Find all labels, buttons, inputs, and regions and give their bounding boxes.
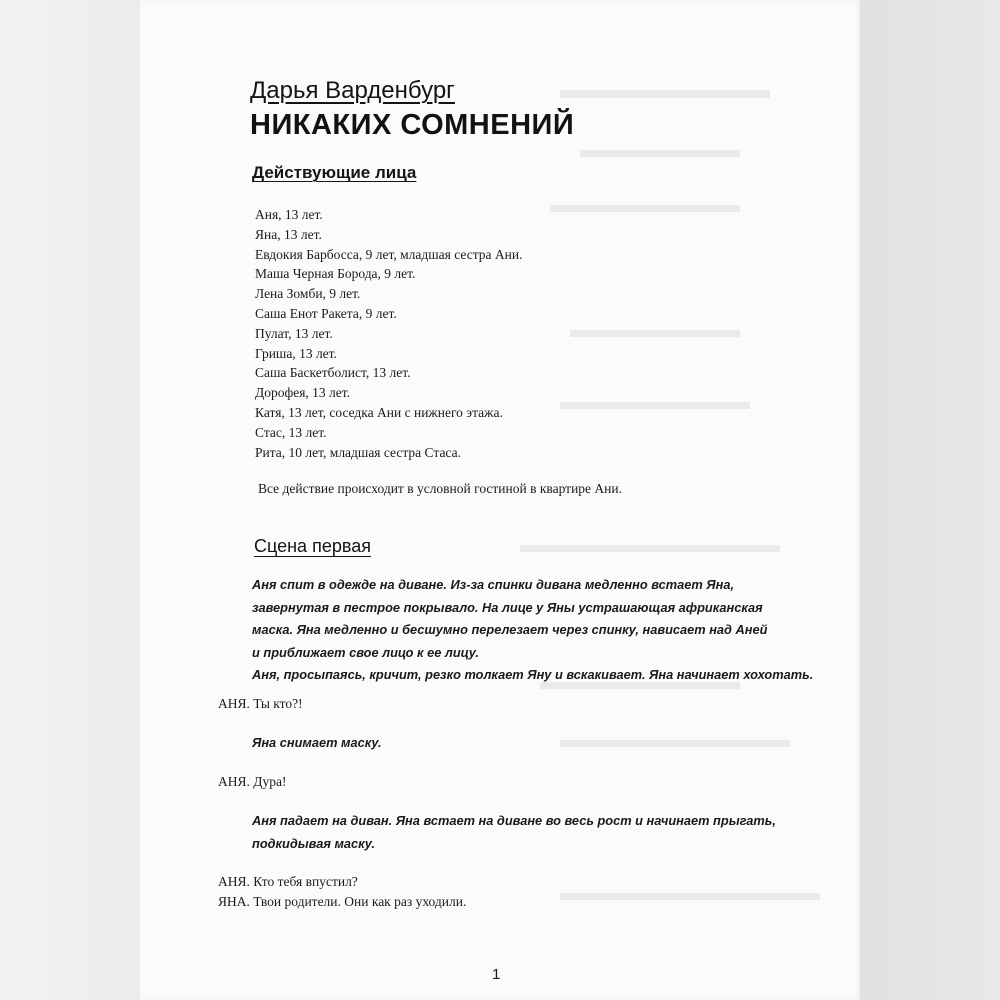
right-background: [860, 0, 1000, 1000]
play-title: НИКАКИХ СОМНЕНИЙ: [250, 109, 575, 141]
stage-direction: Яна снимает маску.: [252, 735, 382, 750]
dialogue-line: АНЯ. Кто тебя впустил?: [218, 874, 358, 889]
dialogue-line: ЯНА. Твои родители. Они как раз уходили.: [218, 894, 467, 909]
left-background: [0, 0, 140, 1000]
character-item: Лена Зомби, 9 лет.: [255, 286, 361, 302]
stage-line: и приближает свое лицо к ее лицу.: [252, 644, 479, 660]
scene-heading: Сцена первая: [254, 536, 371, 556]
character-item: Гриша, 13 лет.: [255, 345, 337, 361]
stage-line: завернутая в пестрое покрывало. На лице у Яны устрашающая африканская: [252, 599, 763, 615]
character-item: Яна, 13 лет.: [255, 226, 322, 242]
dialogue-line: АНЯ. Ты кто?!: [218, 696, 303, 711]
character-item: Рита, 10 лет, младшая сестра Стаса.: [255, 444, 461, 460]
character-item: Саша Енот Ракета, 9 лет.: [255, 305, 397, 321]
characters-heading: Действующие лица: [252, 163, 417, 182]
stage-line: Аня спит в одежде на диване. Из-за спинки дивана медленно встает Яна,: [252, 577, 735, 592]
stage-direction: [252, 810, 776, 855]
stage-direction: [252, 574, 813, 687]
bleed-through-texture: [560, 90, 770, 98]
author-name: Дарья Варденбург: [250, 77, 455, 104]
characters-list: [255, 205, 522, 462]
stage-line: Аня падает на диван. Яна встает на диване во весь рост и начинает прыгать,: [252, 813, 776, 828]
character-item: Аня, 13 лет.: [255, 207, 323, 222]
dialogue-line: АНЯ. Дура!: [218, 774, 287, 789]
character-item: Дорофея, 13 лет.: [255, 385, 351, 401]
character-item: Маша Черная Борода, 9 лет.: [255, 266, 416, 282]
character-item: Стас, 13 лет.: [255, 424, 327, 440]
stage-line: подкидывая маску.: [252, 835, 375, 851]
character-item: Саша Баскетболист, 13 лет.: [255, 365, 411, 381]
stage-line: маска. Яна медленно и бесшумно перелезает через спинку, нависает над Аней: [252, 622, 768, 637]
page-number: 1: [492, 966, 501, 983]
character-item: Евдокия Барбосса, 9 лет, младшая сестра Ани.: [255, 246, 523, 262]
character-item: Пулат, 13 лет.: [255, 325, 333, 341]
character-item: Катя, 13 лет, соседка Ани с нижнего этажа.: [255, 404, 503, 420]
setting-note: Все действие происходит в условной гостиной в квартире Ани.: [258, 481, 622, 496]
stage-line: Аня, просыпаясь, кричит, резко толкает Яну и вскакивает. Яна начинает хохотать.: [252, 667, 814, 682]
